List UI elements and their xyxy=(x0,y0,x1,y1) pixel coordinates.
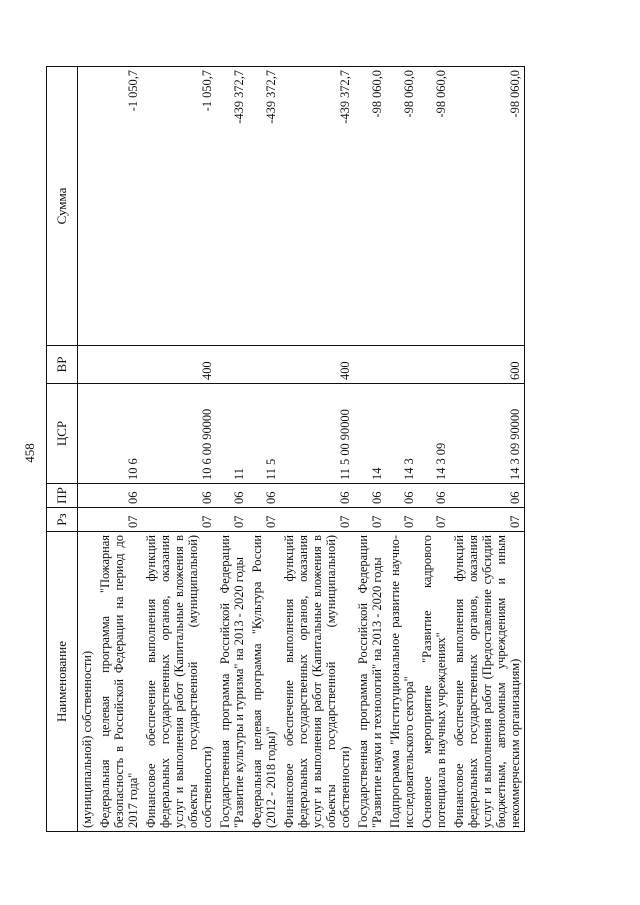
row-rz: 07 xyxy=(248,508,280,532)
header-sum: Сумма xyxy=(47,67,78,346)
row-pr: 06 xyxy=(96,484,142,508)
row-sum: -98 060,0 xyxy=(450,67,525,346)
row-name: Государственная программа Российской Федерации "Развитие культуры и туризма" на 2013 - 2020 годы xyxy=(216,532,248,832)
row-csr: 14 3 xyxy=(386,384,418,484)
row-rz xyxy=(78,508,97,532)
table-row xyxy=(354,67,386,832)
row-sum xyxy=(78,67,97,346)
row-rz: 07 xyxy=(280,508,354,532)
row-vr xyxy=(78,346,97,384)
row-csr: 11 5 xyxy=(248,384,280,484)
row-vr: 400 xyxy=(142,346,216,384)
row-name: Финансовое обеспечение выполнения функций федеральных государственных органов, оказания услуг и выполнения работ (Капитальные вложения в объекты государственной (муниципальной) собственности) xyxy=(142,532,216,832)
row-rz: 07 xyxy=(354,508,386,532)
row-pr: 06 xyxy=(386,484,418,508)
row-csr: 10 6 xyxy=(96,384,142,484)
row-pr: 06 xyxy=(450,484,525,508)
row-name: Финансовое обеспечение выполнения функций федеральных государственных органов, оказания услуг и выполнения работ (Предоставление субсидий бюджетным, автономным учреждениям и иным некоммерческим организациям) xyxy=(450,532,525,832)
row-pr xyxy=(78,484,97,508)
row-sum: -1 050,7 xyxy=(96,67,142,346)
row-pr: 06 xyxy=(248,484,280,508)
row-csr xyxy=(78,384,97,484)
row-sum: -1 050,7 xyxy=(142,67,216,346)
row-name: Государственная программа Российской Федерации "Развитие науки и технологий" на 2013 - 2020 годы xyxy=(354,532,386,832)
row-csr: 11 5 00 90000 xyxy=(280,384,354,484)
row-rz: 07 xyxy=(96,508,142,532)
row-pr: 06 xyxy=(418,484,450,508)
header-rz: Рз xyxy=(47,508,78,532)
table-row xyxy=(216,67,248,832)
header-vr: ВР xyxy=(47,346,78,384)
table-row xyxy=(450,67,525,832)
row-name: Основное мероприятие "Развитие кадрового потенциала в научных учреждениях" xyxy=(418,532,450,832)
row-sum: -98 060,0 xyxy=(386,67,418,346)
row-rz: 07 xyxy=(386,508,418,532)
row-vr xyxy=(418,346,450,384)
row-vr xyxy=(386,346,418,384)
table-row xyxy=(78,67,97,832)
header-name: Наименование xyxy=(47,532,78,832)
header-pr: ПР xyxy=(47,484,78,508)
row-vr xyxy=(96,346,142,384)
row-sum: -439 372,7 xyxy=(280,67,354,346)
row-rz: 07 xyxy=(216,508,248,532)
table-row xyxy=(418,67,450,832)
table-row xyxy=(386,67,418,832)
row-pr: 06 xyxy=(216,484,248,508)
budget-table xyxy=(46,66,525,832)
table-header-row xyxy=(47,67,78,832)
header-csr: ЦСР xyxy=(47,384,78,484)
row-pr: 06 xyxy=(280,484,354,508)
row-name: (муниципальной) собственности) xyxy=(78,532,97,832)
row-vr xyxy=(354,346,386,384)
row-rz: 07 xyxy=(450,508,525,532)
row-name: Федеральная целевая программа "Культура России (2012 - 2018 годы)" xyxy=(248,532,280,832)
table-row xyxy=(142,67,216,832)
row-csr: 14 3 09 90000 xyxy=(450,384,525,484)
row-pr: 06 xyxy=(142,484,216,508)
row-sum: -439 372,7 xyxy=(248,67,280,346)
budget-table-sheet xyxy=(46,67,618,832)
table-row xyxy=(280,67,354,832)
row-rz: 07 xyxy=(142,508,216,532)
row-vr xyxy=(216,346,248,384)
row-sum: -439 372,7 xyxy=(216,67,248,346)
row-sum: -98 060,0 xyxy=(418,67,450,346)
row-name: Подпрограмма "Институциональное развитие научно-исследовательского сектора" xyxy=(386,532,418,832)
row-vr: 600 xyxy=(450,346,525,384)
row-csr: 10 6 00 90000 xyxy=(142,384,216,484)
table-row xyxy=(248,67,280,832)
table-row xyxy=(96,67,142,832)
row-sum: -98 060,0 xyxy=(354,67,386,346)
row-pr: 06 xyxy=(354,484,386,508)
row-csr: 14 3 09 xyxy=(418,384,450,484)
row-name: Финансовое обеспечение выполнения функций федеральных государственных органов, оказания услуг и выполнения работ (Капитальные вложения в объекты государственной (муниципальной) собственности) xyxy=(280,532,354,832)
row-csr: 14 xyxy=(354,384,386,484)
row-rz: 07 xyxy=(418,508,450,532)
page-number: 458 xyxy=(22,443,37,463)
row-csr: 11 xyxy=(216,384,248,484)
row-name: Федеральная целевая программа "Пожарная безопасность в Российской Федерации на период до 2017 года" xyxy=(96,532,142,832)
row-vr: 400 xyxy=(280,346,354,384)
row-vr xyxy=(248,346,280,384)
